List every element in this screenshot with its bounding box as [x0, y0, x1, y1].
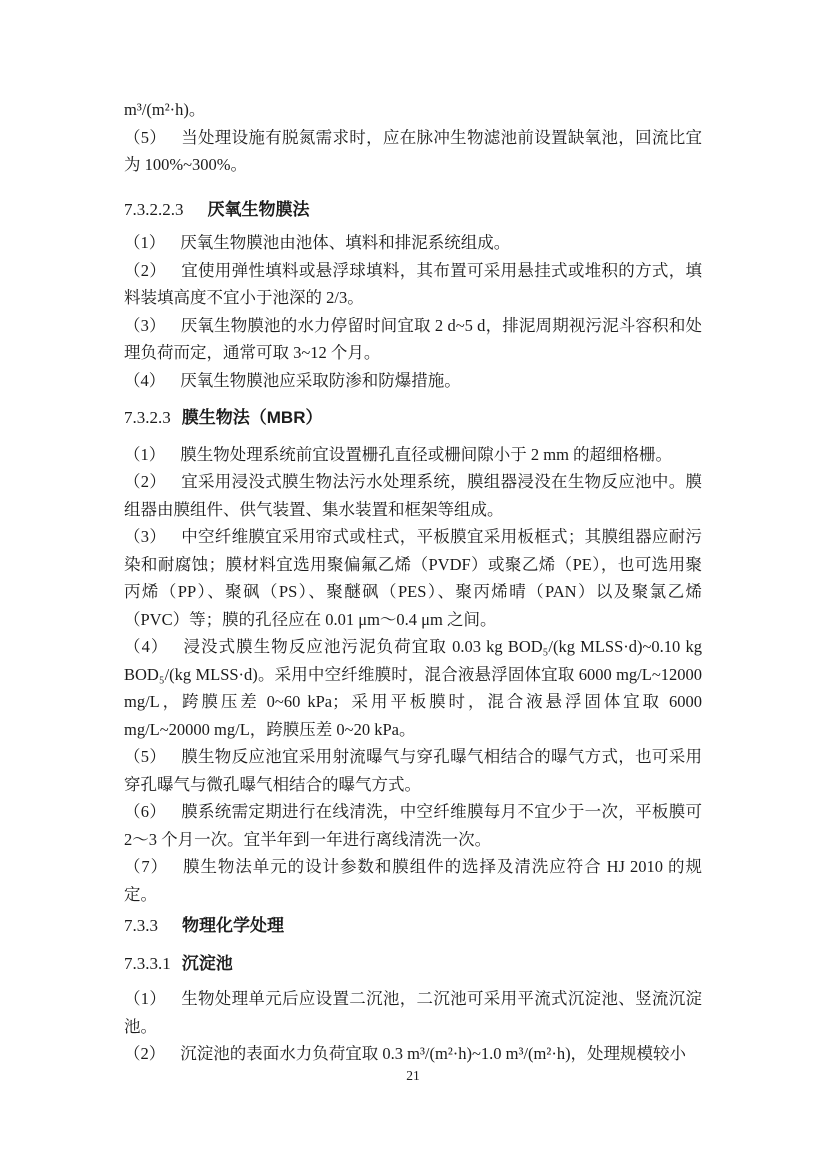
item-text: 宜采用浸没式膜生物法污水处理系统，膜组器浸没在生物反应池中。膜组器由膜组件、供气装置、集水装置和框架等组成。	[124, 472, 703, 519]
list-item	[124, 257, 702, 312]
section-heading-7-3-2-2-3	[124, 196, 702, 224]
heading-number: 7.3.2.3	[124, 408, 171, 427]
heading-number: 7.3.3	[124, 916, 158, 935]
item-text: 厌氧生物膜池由池体、填料和排泥系统组成。	[180, 233, 511, 252]
item-label: （4）	[124, 370, 166, 390]
item-label: （1）	[124, 989, 167, 1008]
heading-title: 沉淀池	[181, 953, 233, 973]
item-label: （6）	[124, 802, 167, 821]
section-heading-7-3-3	[124, 912, 702, 940]
list-item	[124, 312, 702, 367]
item-text: 膜生物法单元的设计参数和膜组件的选择及清洗应符合 HJ 2010 的规定。	[124, 857, 702, 904]
section-heading-7-3-2-3	[124, 404, 702, 432]
list-item	[124, 367, 702, 395]
item-label: （5）	[124, 747, 167, 766]
list-item	[124, 798, 702, 853]
item-text: 中空纤维膜宜采用帘式或柱式，平板膜宜采用板框式；其膜组器应耐污染和耐腐蚀；膜材料宜选用聚偏氟乙烯（PVDF）或聚乙烯（PE），也可选用聚丙烯（PP）、聚砜（PS）、聚醚砜（PES）、聚丙烯晴（PAN）以及聚氯乙烯（PVC）等；膜的孔径应在 0.01 μm～0.4 μm 之间。	[124, 527, 703, 629]
heading-title: 厌氧生物膜法	[207, 199, 310, 219]
item-text: 沉淀池的表面水力负荷宜取 0.3 m³/(m²·h)~1.0 m³/(m²·h)，处理规模较小	[180, 1044, 687, 1063]
list-item	[124, 853, 702, 908]
item-label: （2）	[124, 1044, 166, 1063]
list-item	[124, 1040, 702, 1068]
page-number: 21	[406, 1068, 420, 1083]
list-item	[124, 229, 702, 257]
item-text: 宜使用弹性填料或悬浮球填料，其布置可采用悬挂式或堆积的方式，填料装填高度不宜小于池深的 2/3。	[124, 260, 703, 307]
item-text: 生物处理单元后应设置二沉池，二沉池可采用平流式沉淀池、竖流沉淀池。	[124, 989, 703, 1036]
page-content	[124, 96, 702, 1068]
list-item	[124, 441, 702, 469]
heading-number: 7.3.3.1	[124, 953, 171, 973]
item-label: （3）	[124, 527, 167, 546]
list-item-5-carryover	[124, 124, 702, 179]
item-text: 膜系统需定期进行在线清洗，中空纤维膜每月不宜少于一次，平板膜可 2～3 个月一次。宜半年到一年进行离线清洗一次。	[124, 802, 703, 849]
item-label: （5）	[124, 127, 167, 147]
item-text: 当处理设施有脱氮需求时，应在脉冲生物滤池前设置缺氧池，回流比宜为 100%~300%。	[124, 127, 703, 174]
item-text: 膜生物反应池宜采用射流曝气与穿孔曝气相结合的曝气方式，也可采用穿孔曝气与微孔曝气相结合的曝气方式。	[124, 747, 703, 794]
list-item	[124, 523, 702, 633]
section-heading-7-3-3-1	[124, 950, 702, 978]
item-text: 膜生物处理系统前宜设置栅孔直径或栅间隙小于 2 mm 的超细格栅。	[180, 444, 673, 464]
item-label: （7）	[124, 857, 169, 876]
continuation-paragraph: m³/(m²·h)。	[124, 100, 206, 119]
item-text: 厌氧生物膜池的水力停留时间宜取 2 d~5 d，排泥周期视污泥斗容积和处理负荷而定，通常可取 3~12 个月。	[124, 315, 702, 362]
item-text: 浸没式膜生物反应池污泥负荷宜取 0.03 kg BOD₅/(kg MLSS·d)~0.10 kg BOD₅/(kg MLSS·d)。采用中空纤维膜时，混合液悬浮固体宜取 6000 mg/L~12000 mg/L，跨膜压差 0~60 kPa；采用平板膜时，混合液悬浮固体宜取 6000 mg/L~20000 mg/L，跨膜压差 0~20 kPa。	[124, 637, 702, 739]
heading-title: 膜生物法（MBR）	[181, 408, 323, 427]
item-text: 厌氧生物膜池应采取防渗和防爆措施。	[180, 370, 461, 390]
item-label: （3）	[124, 315, 166, 335]
heading-title: 物理化学处理	[182, 916, 284, 935]
list-item	[124, 468, 702, 523]
item-label: （2）	[124, 260, 167, 280]
item-label: （4）	[124, 637, 169, 656]
list-item	[124, 743, 702, 798]
item-label: （2）	[124, 472, 167, 491]
heading-number: 7.3.2.2.3	[124, 199, 184, 219]
list-item	[124, 633, 702, 743]
list-item	[124, 985, 702, 1040]
item-label: （1）	[124, 233, 166, 252]
item-label: （1）	[124, 444, 166, 464]
